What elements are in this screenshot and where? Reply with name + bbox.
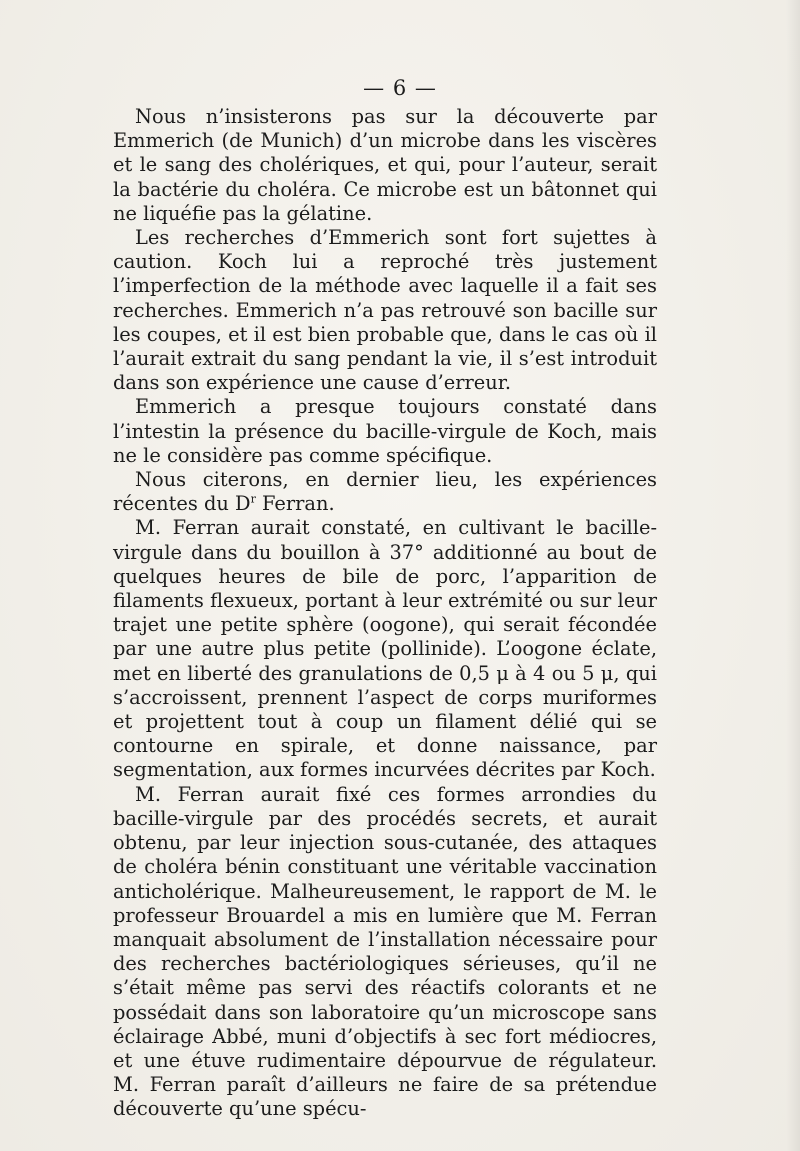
paragraph-emmerich-caution: Les recherches d’Emmerich sont fort sujettes à caution. Koch lui a reproché très justement l’imperfection de la méthode avec laquelle il a fait ses recherches. Emmerich n’a pas retrouvé son bacille sur les coupes, et il est bien probable que, dans le cas où il l’aurait extrait du sang pendant la vie, il s’est introduit dans son expérience une cause d’erreur. xyxy=(113,226,657,395)
doctor-abbreviation-superscript: r xyxy=(250,492,256,506)
ferran-intro-text: Nous citerons, en dernier lieu, les expériences récentes du D xyxy=(113,468,657,516)
paragraph-emmerich-intestine: Emmerich a presque toujours constaté dans l’intestin la présence du bacille-virgule de Koch, mais ne le considère pas comme spécifique. xyxy=(113,395,657,467)
paragraph-ferran-vaccination: M. Ferran aurait fixé ces formes arrondies du bacille-virgule par des procédés secrets, et aurait obtenu, par leur injection sous-cutanée, des attaques de choléra bénin constituant une véritable vaccination anticholérique. Malheureusement, le rapport de M. le professeur Brouardel a mis en lumière que M. Ferran manquait absolument de l’installation nécessaire pour des recherches bactériologiques sérieuses, qu’il ne s’était même pas servi des réactifs colorants et ne possédait dans son laboratoire qu’un microscope sans éclairage Abbé, muni d’objectifs à sec fort médiocres, et une étuve rudimentaire dépourvue de régulateur. M. Ferran paraît d’ailleurs ne faire de sa prétendue découverte qu’une spécu- xyxy=(113,782,657,1121)
body-text xyxy=(113,105,657,1122)
paragraph-ferran-observation: M. Ferran aurait constaté, en cultivant le bacille-virgule dans du bouillon à 37° additionné au bout de quelques heures de bile de porc, l’apparition de filaments flexueux, portant à leur extrémité ou sur leur trajet une petite sphère (oogone), qui serait fécondée par une autre plus petite (pollinide). L’oogone éclate, met en liberté des granulations de 0,5 μ à 4 ou 5 μ, qui s’accroissent, prennent l’aspect de corps muriformes et projettent tout à coup un filament délié qui se contourne en spirale, et donne naissance, par segmentation, aux formes incurvées décrites par Koch. xyxy=(113,516,657,782)
page-number: — 6 — xyxy=(363,76,437,100)
paragraph-emmerich-discovery: Nous n’insisterons pas sur la découverte par Emmerich (de Munich) d’un microbe dans les viscères et le sang des cholériques, et qui, pour l’auteur, serait la bactérie du choléra. Ce microbe est un bâtonnet qui ne liquéfie pas la gélatine. xyxy=(113,105,657,225)
ferran-name-text: Ferran. xyxy=(255,492,335,516)
paragraph-ferran-intro xyxy=(113,468,657,516)
page-edge-shadow xyxy=(786,0,800,1151)
